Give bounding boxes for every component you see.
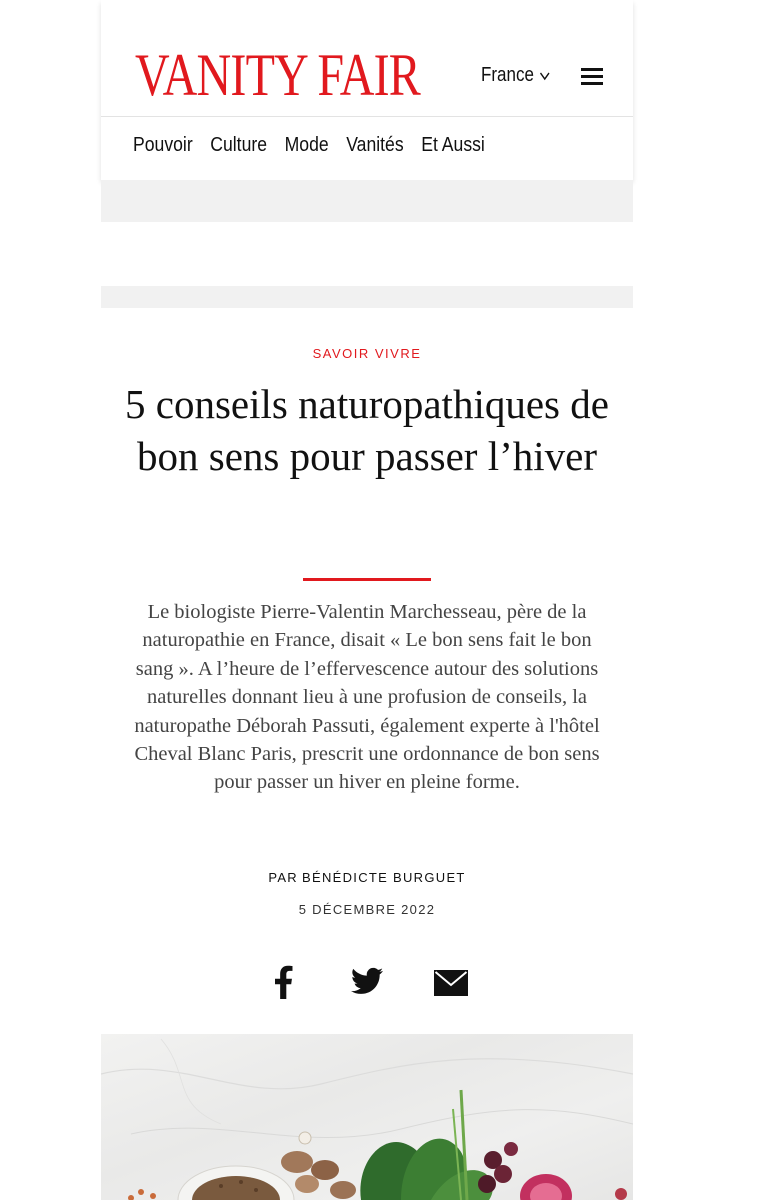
edition-selector[interactable] — [481, 64, 551, 87]
hero-food-photo — [101, 1034, 633, 1200]
author-link[interactable]: BÉNÉDICTE BURGUET — [302, 870, 466, 885]
site-header — [101, 0, 633, 180]
article-page — [101, 0, 633, 1200]
header-top-bar — [101, 0, 633, 117]
share-bar — [101, 962, 633, 1002]
article-category[interactable]: SAVOIR VIVRE — [312, 346, 422, 361]
publish-date: 5 DÉCEMBRE 2022 — [298, 902, 436, 917]
title-divider — [303, 578, 431, 581]
ad-placeholder-band — [101, 180, 633, 222]
nav-item-et-aussi[interactable]: Et Aussi — [421, 134, 485, 156]
nav-item-mode[interactable]: Mode — [284, 134, 329, 156]
hero-image — [101, 1034, 633, 1200]
article-title: 5 conseils naturopathiques de bon sens pour passer l’hiver — [125, 381, 609, 479]
edition-label: France — [481, 64, 534, 86]
byline-prefix: PAR — [268, 870, 298, 885]
facebook-icon[interactable] — [273, 962, 297, 1002]
ad-placeholder-band-bottom — [101, 286, 633, 308]
nav-item-culture[interactable]: Culture — [210, 134, 268, 156]
vanity-fair-logo[interactable]: VANITY FAIR — [135, 42, 420, 108]
email-icon[interactable] — [434, 970, 468, 996]
article-lede: Le biologiste Pierre-Valentin Marchesseau, père de la naturopathie en France, disait « Le bon sens fait le bon sang ». A l’heure de l’effervescence autour des solutions naturelles donnant lieu à une profusion de conseils, la naturopathe Déborah Passuti, également experte à l'hôtel Cheval Blanc Paris, prescrit une ordonnance de bon sens pour passer un hiver en pleine forme. — [134, 601, 600, 794]
hamburger-menu-icon[interactable] — [581, 68, 603, 86]
chevron-down-icon — [539, 69, 551, 83]
main-nav — [133, 134, 485, 157]
article-byline — [101, 870, 633, 885]
nav-item-vanites[interactable]: Vanités — [346, 134, 404, 156]
nav-item-pouvoir[interactable]: Pouvoir — [133, 134, 193, 156]
twitter-icon[interactable] — [351, 967, 383, 995]
